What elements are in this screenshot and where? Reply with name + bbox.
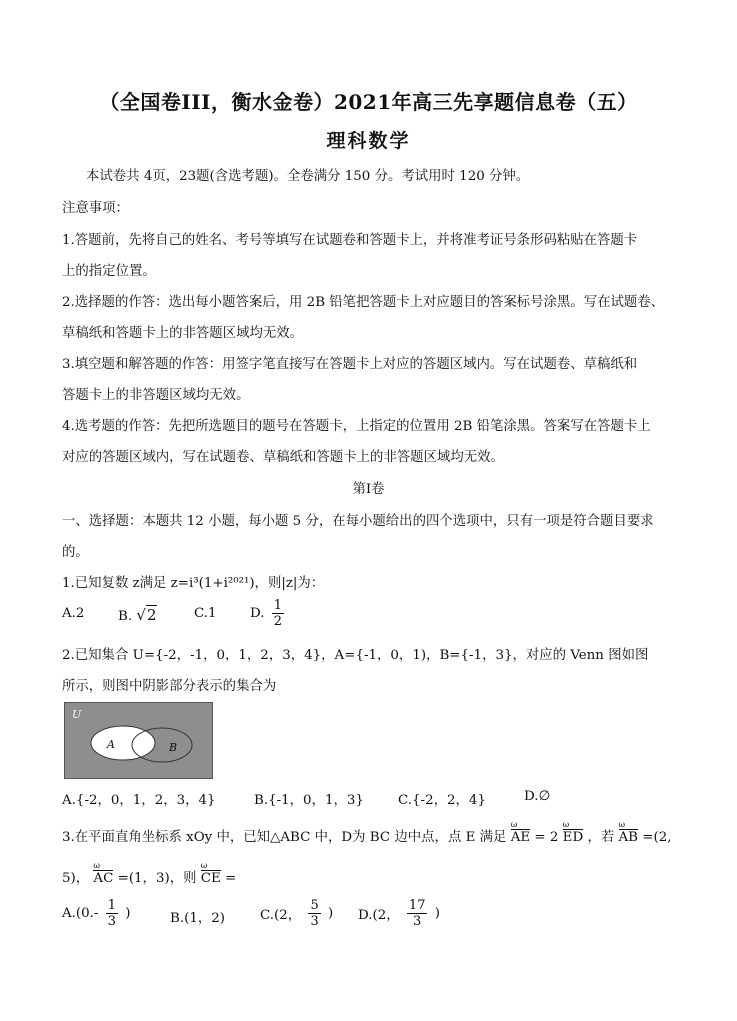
q3-option-d: [358, 898, 440, 929]
q3-option-c-end: ): [327, 906, 334, 921]
notice-4-line-2: 对应的答题区域内，写在试题卷、草稿纸和答题卡上的非答题区域均无效。: [62, 450, 504, 465]
q2-option-b: B.{-1，0，1，3}: [254, 793, 364, 808]
q1-option-d: [250, 598, 287, 629]
q1-option-d-label: D.: [250, 606, 265, 621]
q1-sqrt-radicand: 2: [146, 606, 157, 624]
q1-stem: 1.已知复数 z满足 z=i³(1+i²⁰²¹)，则|z|为：: [62, 576, 325, 591]
fraction-numerator: 1: [107, 898, 116, 913]
vector-ed: ω ED: [563, 829, 584, 845]
q3-stem-line-2: [62, 867, 236, 886]
notice-4-line-1: 4.选考题的作答：先把所选题目的题号在答题卡，上指定的位置用 2B 铅笔涂黑。答案写在答题卡上: [62, 419, 651, 434]
q3-ac-value: =(1，3)，则: [117, 871, 197, 886]
venn-a-label: A: [107, 738, 115, 751]
venn-diagram: [64, 702, 213, 779]
q1-option-b-label: B.: [118, 609, 133, 624]
q1-option-a: A.2: [62, 606, 85, 621]
q3-option-a-fraction: [106, 898, 118, 929]
notice-heading: 注意事项：: [62, 201, 129, 216]
fraction-numerator: 17: [408, 898, 426, 913]
part1-line-2: 的。: [62, 545, 89, 560]
q1-option-d-fraction: [272, 598, 284, 629]
part1-line-1: 一、选择题：本题共 12 小题，每小题 5 分，在每小题给出的四个选项中，只有一项是符合题目要求: [62, 514, 654, 529]
notice-3-line-1: 3.填空题和解答题的作答：用签字笔直接写在答题卡上对应的答题区域内。写在试题卷、草稿纸和: [62, 357, 638, 372]
q3-eq-text: = 2: [534, 830, 559, 845]
q3-option-c: [260, 898, 333, 929]
vector-ab: ω AB: [619, 829, 639, 845]
q3-ce-eq: =: [225, 871, 237, 886]
q3-option-a-end: ): [125, 906, 131, 921]
fraction-numerator: 1: [273, 598, 283, 613]
fraction-denominator: 3: [310, 914, 319, 929]
venn-u-label: U: [72, 708, 82, 721]
q3-if-text: ，若: [587, 830, 615, 845]
fraction-denominator: 2: [273, 614, 283, 629]
fraction-denominator: 3: [107, 914, 116, 929]
q3-option-a: [62, 898, 131, 929]
venn-diagram-svg: [65, 703, 212, 778]
q3-option-c-fraction: [308, 898, 320, 929]
notice-3-line-2: 答题卡上的非答题区域均无效。: [62, 388, 250, 403]
intro-text: 本试卷共 4页，23题(含选考题)。全卷满分 150 分。考试用时 120 分钟。: [86, 169, 530, 184]
notice-1-line-2: 上的指定位置。: [62, 264, 156, 279]
q1-option-b: [118, 606, 157, 624]
q3-option-b: B.(1，2): [170, 911, 225, 926]
fraction-denominator: 3: [413, 914, 422, 929]
q3-line2-text: 5)，: [62, 871, 90, 886]
q3-option-a-label: A.(0.-: [62, 906, 99, 921]
q3-stem-line-1: [62, 826, 672, 845]
q2-option-d: D.∅: [524, 789, 551, 804]
q3-ab-value: =(2,: [642, 830, 672, 845]
fraction-numerator: 5: [310, 898, 319, 913]
vector-ac: ω AC: [93, 870, 113, 886]
q3-option-d-end: ): [434, 906, 440, 921]
venn-b-label: B: [169, 741, 178, 754]
notice-2-line-1: 2.选择题的作答：选出每小题答案后，用 2B 铅笔把答题卡上对应题目的答案标号涂黑。写在试题卷、: [62, 295, 665, 310]
vector-ce: ω CE: [201, 870, 221, 886]
page-title: （全国卷III，衡水金卷）2021年高三先享题信息卷（五）: [99, 90, 638, 114]
q2-stem-line-2: 所示，则图中阴影部分表示的集合为: [62, 679, 277, 694]
q3-option-d-label: D.(2，: [358, 908, 400, 923]
vector-ae: ω AE: [511, 829, 530, 845]
q1-sqrt: √2: [136, 606, 157, 624]
q3-option-c-label: C.(2，: [260, 908, 302, 923]
q3-stem-text: 3.在平面直角坐标系 xOy 中，已知△ABC 中，D为 BC 边中点，点 E 满足: [62, 830, 507, 845]
q1-option-c: C.1: [194, 606, 217, 621]
page-subtitle: 理科数学: [326, 130, 411, 152]
q2-option-a: A.{-2，0，1，2，3，4}: [62, 793, 216, 808]
q3-option-d-fraction: [407, 898, 428, 929]
notice-2-line-2: 草稿纸和答题卡上的非答题区域均无效。: [62, 326, 304, 341]
q2-stem-line-1: 2.已知集合 U={-2，-1，0，1，2，3，4}，A={-1，0，1)，B={-1，3}，对应的 Venn 图如图: [62, 648, 649, 663]
section-label: 第Ⅰ卷: [352, 482, 385, 497]
q2-option-c: C.{-2，2，4}: [398, 793, 486, 808]
notice-1-line-1: 1.答题前，先将自己的姓名、考号等填写在试题卷和答题卡上，并将准考证号条形码粘贴在答题卡: [62, 233, 638, 248]
